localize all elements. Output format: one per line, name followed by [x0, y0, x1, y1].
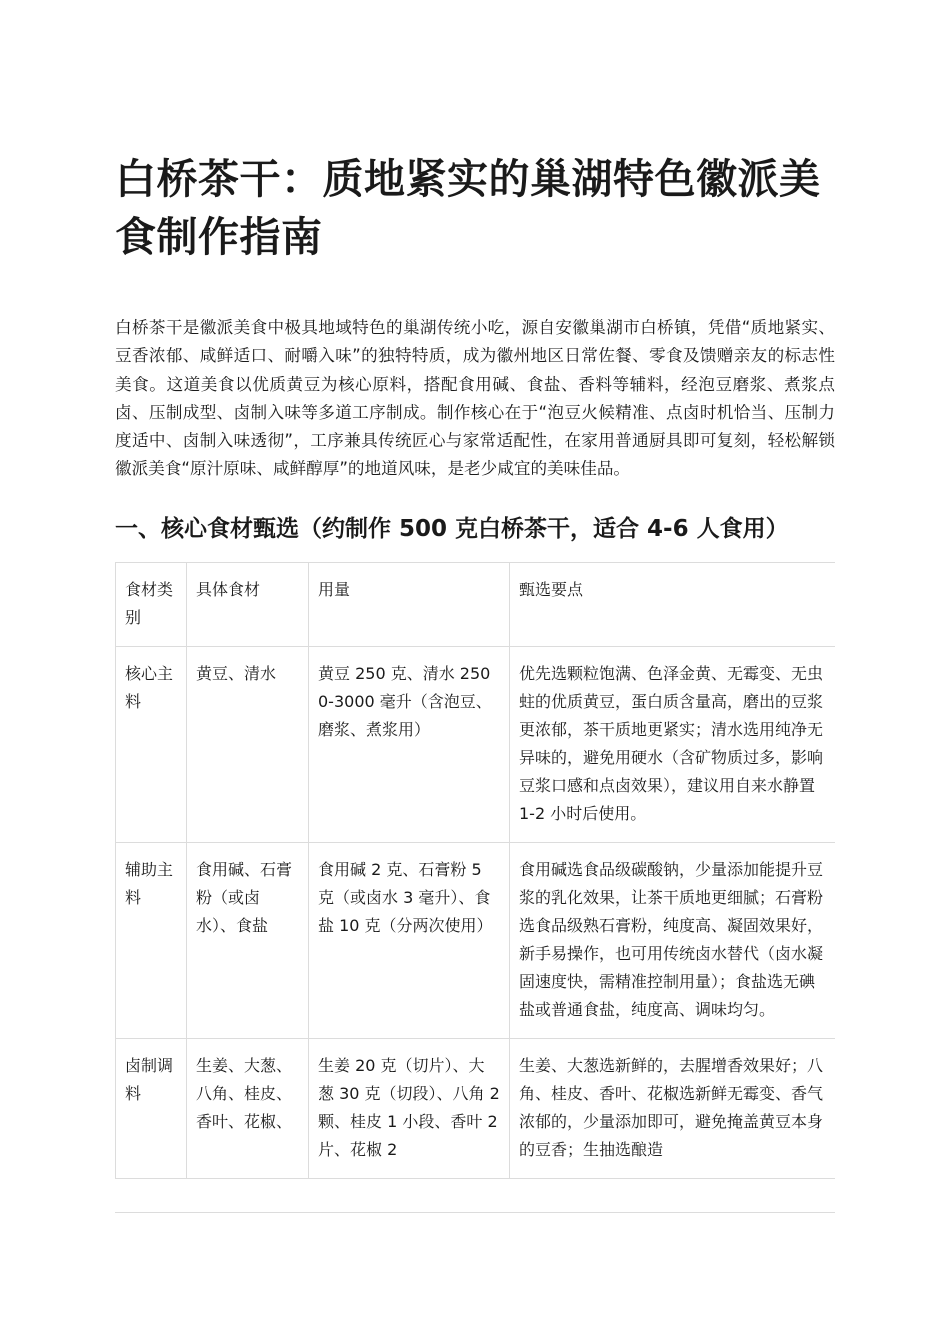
- cell-category: 卤制调料: [116, 1038, 187, 1178]
- cell-items: 黄豆、清水: [187, 646, 309, 842]
- section-heading-ingredients: 一、核心食材甄选（约制作 500 克白桥茶干，适合 4-6 人食用）: [115, 515, 789, 542]
- table-row: [116, 646, 836, 842]
- intro-paragraph: 白桥茶干是徽派美食中极具地域特色的巢湖传统小吃，源自安徽巢湖市白桥镇，凭借“质地紧实、豆香浓郁、咸鲜适口、耐嚼入味”的独特特质，成为徽州地区日常佐餐、零食及馈赠亲友的标志性美食。这道美食以优质黄豆为核心原料，搭配食用碱、食盐、香料等辅料，经泡豆磨浆、煮浆点卤、压制成型、卤制入味等多道工序制成。制作核心在于“泡豆火候精准、点卤时机恰当、压制力度适中、卤制入味透彻”，工序兼具传统匠心与家常适配性，在家用普通厨具即可复刻，轻松解锁徽派美食“原汁原味、咸鲜醇厚”的地道风味，是老少咸宜的美味佳品。: [115, 318, 835, 479]
- cell-notes: 优先选颗粒饱满、色泽金黄、无霉变、无虫蛀的优质黄豆，蛋白质含量高，磨出的豆浆更浓郁，茶干质地更紧实；清水选用纯净无异味的，避免用硬水（含矿物质过多，影响豆浆口感和点卤效果），建议用自来水静置 1-2 小时后使用。: [510, 646, 836, 842]
- cell-notes: 生姜、大葱选新鲜的，去腥增香效果好；八角、桂皮、香叶、花椒选新鲜无霉变、香气浓郁的，少量添加即可，避免掩盖黄豆本身的豆香；生抽选酿造: [510, 1038, 836, 1178]
- cell-amount: 食用碱 2 克、石膏粉 5 克（或卤水 3 毫升）、食盐 10 克（分两次使用）: [309, 842, 510, 1038]
- ingredients-table-container: [115, 562, 835, 1213]
- cell-amount: 生姜 20 克（切片）、大葱 30 克（切段）、八角 2 颗、桂皮 1 小段、香叶 2 片、花椒 2: [309, 1038, 510, 1178]
- cell-amount: 黄豆 250 克、清水 2500-3000 毫升（含泡豆、磨浆、煮浆用）: [309, 646, 510, 842]
- header-notes: 甄选要点: [510, 562, 836, 646]
- table-row: [116, 842, 836, 1038]
- cell-items: 生姜、大葱、八角、桂皮、香叶、花椒、: [187, 1038, 309, 1178]
- cell-category: 核心主料: [116, 646, 187, 842]
- page-title: 白桥茶干：质地紧实的巢湖特色徽派美食制作指南: [115, 155, 821, 261]
- header-category: 食材类别: [116, 562, 187, 646]
- cell-items: 食用碱、石膏粉（或卤水）、食盐: [187, 842, 309, 1038]
- header-amount: 用量: [309, 562, 510, 646]
- table-row: [116, 1038, 836, 1178]
- document-page: [115, 150, 835, 1213]
- cell-notes: 食用碱选食品级碳酸钠，少量添加能提升豆浆的乳化效果，让茶干质地更细腻；石膏粉选食品级熟石膏粉，纯度高、凝固效果好，新手易操作，也可用传统卤水替代（卤水凝固速度快，需精准控制用量）；食盐选无碘盐或普通食盐，纯度高、调味均匀。: [510, 842, 836, 1038]
- header-items: 具体食材: [187, 562, 309, 646]
- cell-category: 辅助主料: [116, 842, 187, 1038]
- ingredients-table: [115, 562, 835, 1179]
- table-header-row: [116, 562, 836, 646]
